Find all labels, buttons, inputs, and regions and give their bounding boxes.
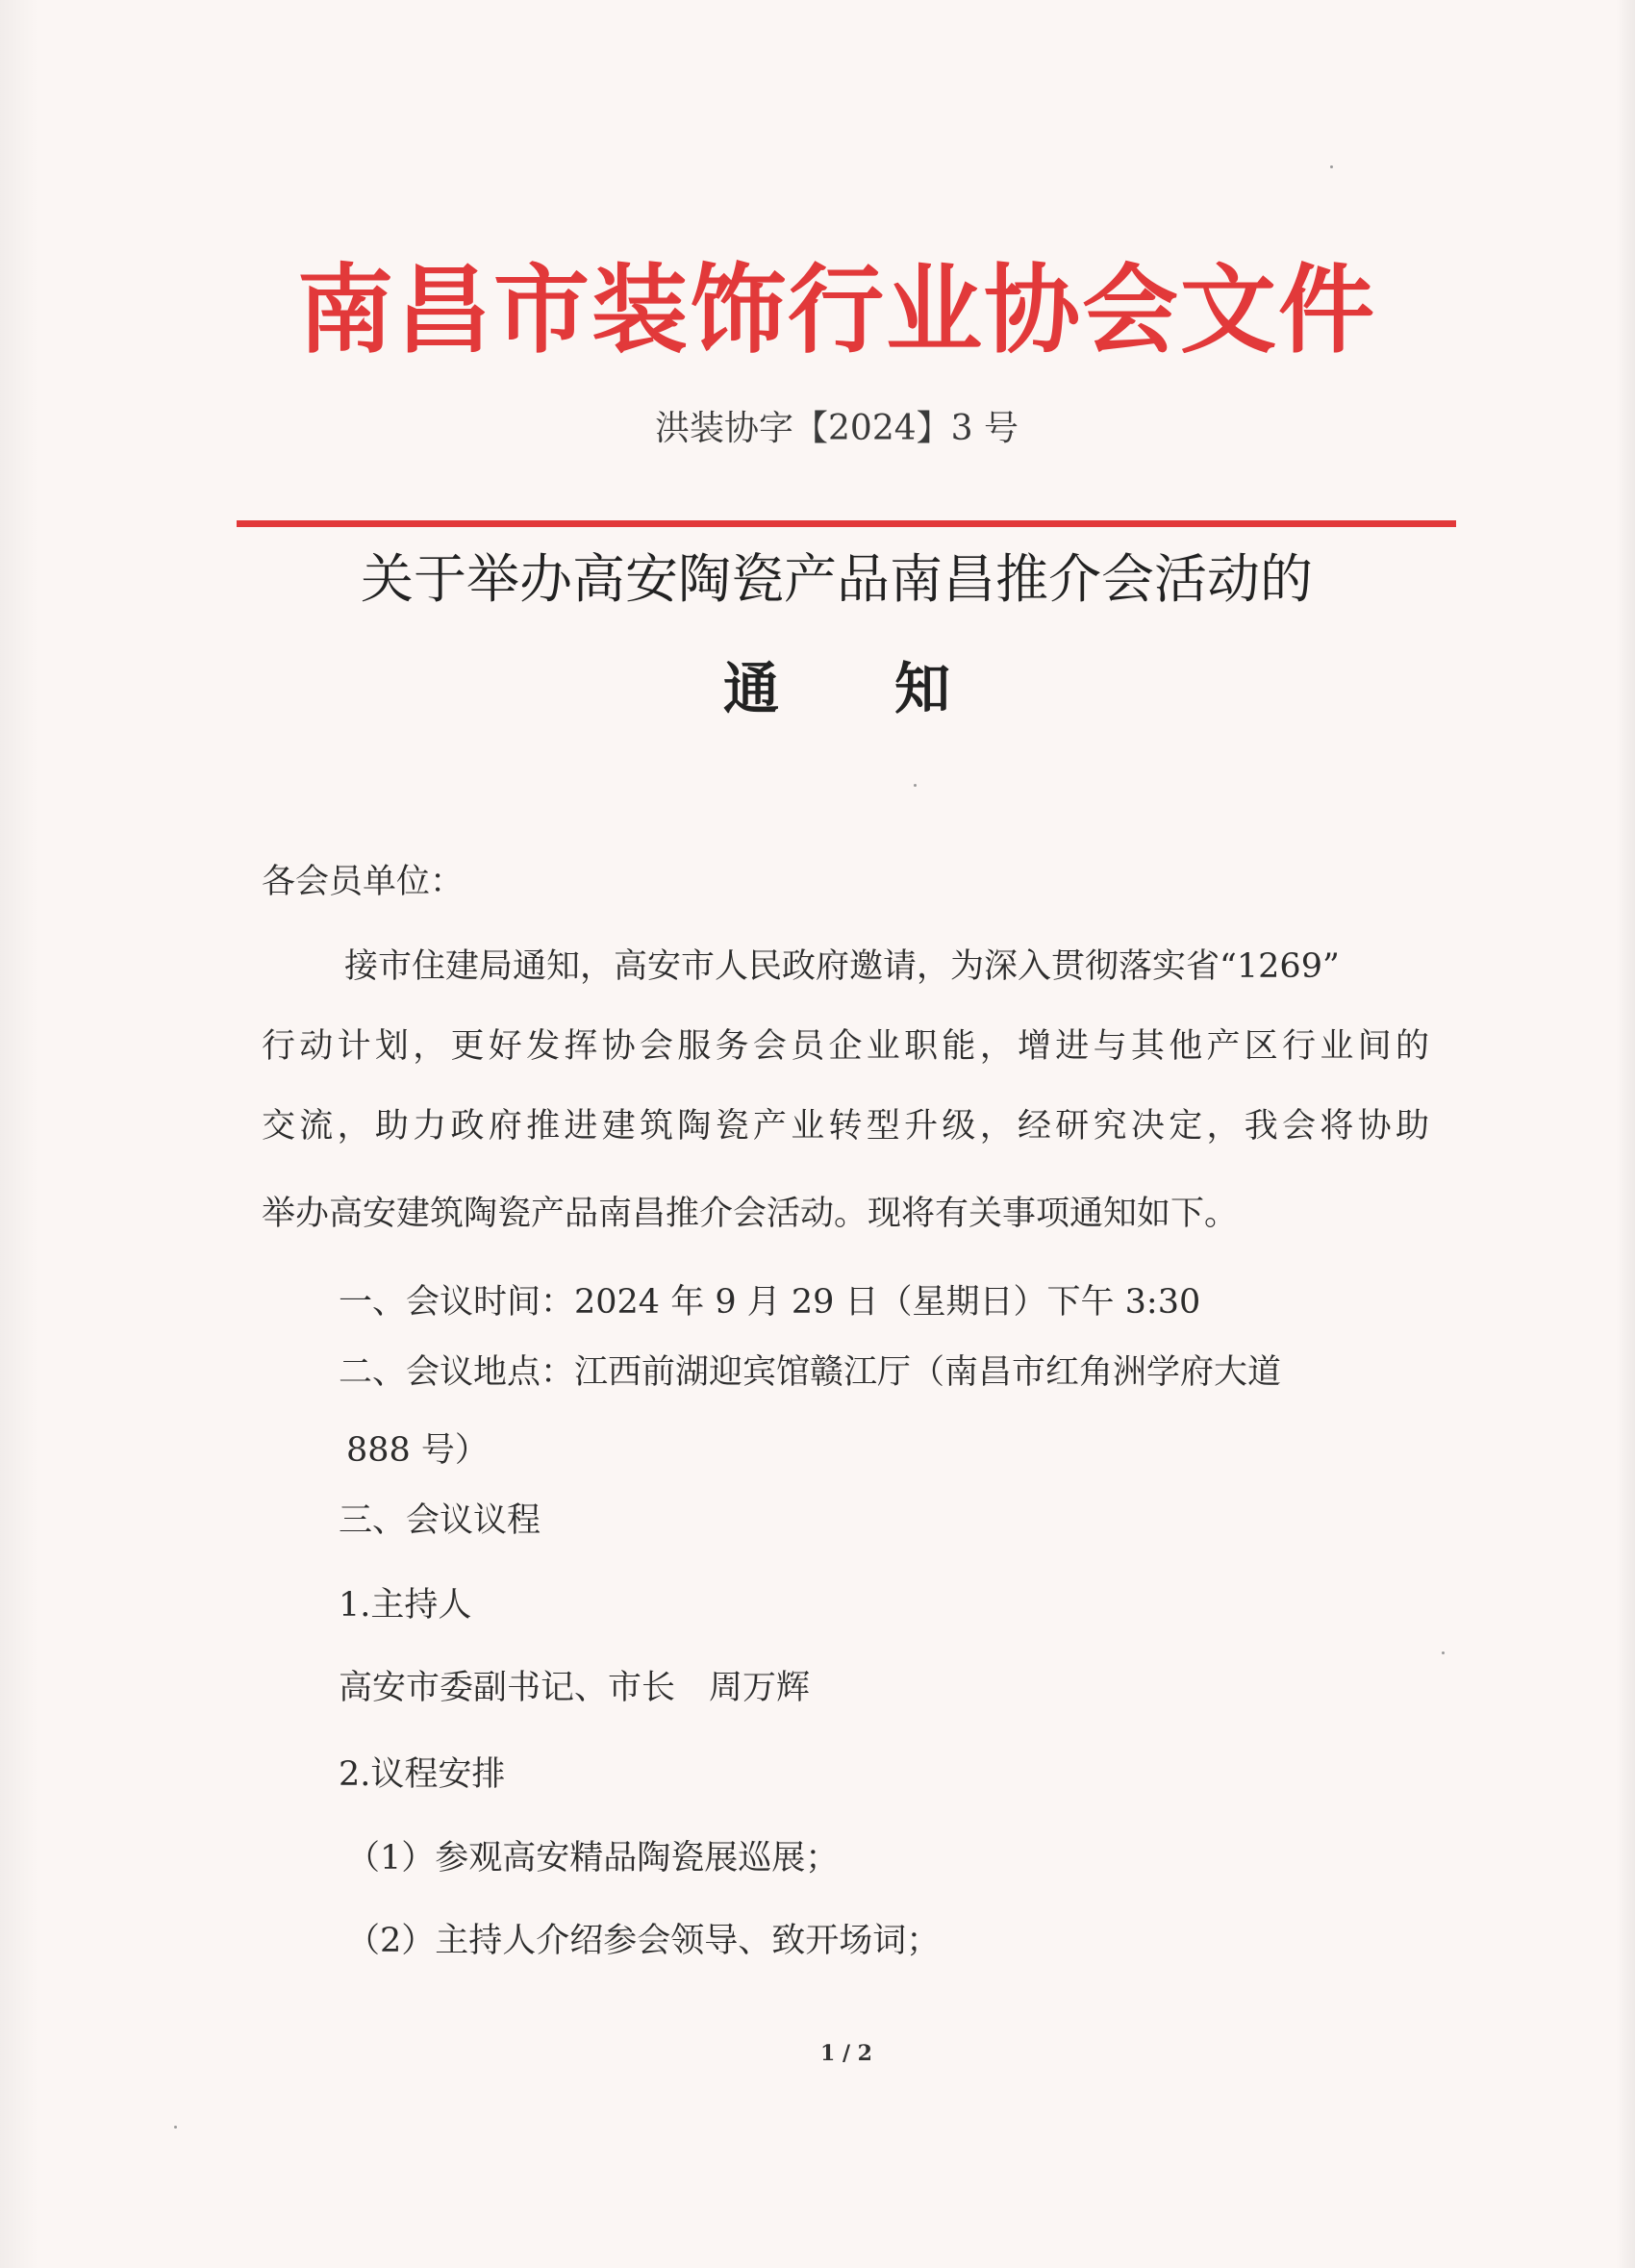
salutation: 各会员单位：: [262, 863, 465, 901]
red-divider-line: [237, 520, 1456, 527]
paper-speck: [914, 784, 917, 787]
item-meeting-location: 二、会议地点：江西前湖迎宾馆赣江厅（南昌市红角洲学府大道: [339, 1353, 1282, 1392]
agenda-item: （1）参观高安精品陶瓷展巡展；: [346, 1839, 840, 1877]
item-meeting-agenda: 三、会议议程: [339, 1501, 541, 1540]
item-meeting-location-cont: 888 号）: [346, 1431, 489, 1470]
paper-speck: [1330, 165, 1333, 168]
notice-title: 关于举办高安陶瓷产品南昌推介会活动的: [360, 548, 1313, 610]
agenda-item: （2）主持人介绍参会领导、致开场词；: [346, 1922, 941, 1960]
org-header-title: 南昌市装饰行业协会文件: [297, 253, 1376, 366]
notice-heading: [0, 654, 1635, 723]
paper-speck: [174, 2126, 177, 2129]
document-number: 洪装协字【2024】3 号: [655, 409, 1019, 448]
item-meeting-time: 一、会议时间：2024 年 9 月 29 日（星期日）下午 3:30: [339, 1283, 1201, 1322]
host-name: 高安市委副书记、市长 周万辉: [339, 1669, 811, 1707]
page-number: 1 / 2: [820, 2041, 872, 2066]
paragraph-line: 举办高安建筑陶瓷产品南昌推介会活动。现将有关事项通知如下。: [262, 1195, 1239, 1233]
sub-heading-host: 1.主持人: [339, 1586, 472, 1625]
paragraph-line: 交流，助力政府推进建筑陶瓷产业转型升级，经研究决定，我会将协助: [262, 1107, 1429, 1146]
notice-heading-char-2: 知: [894, 656, 951, 721]
notice-heading-char-1: 通: [722, 656, 779, 721]
sub-heading-agenda: 2.议程安排: [339, 1755, 506, 1794]
paper-speck: [1442, 1651, 1445, 1654]
paragraph-line: 接市住建局通知，高安市人民政府邀请，为深入贯彻落实省“1269”: [344, 947, 1340, 986]
paragraph-line: 行动计划，更好发挥协会服务会员企业职能，增进与其他产区行业间的: [262, 1027, 1429, 1066]
